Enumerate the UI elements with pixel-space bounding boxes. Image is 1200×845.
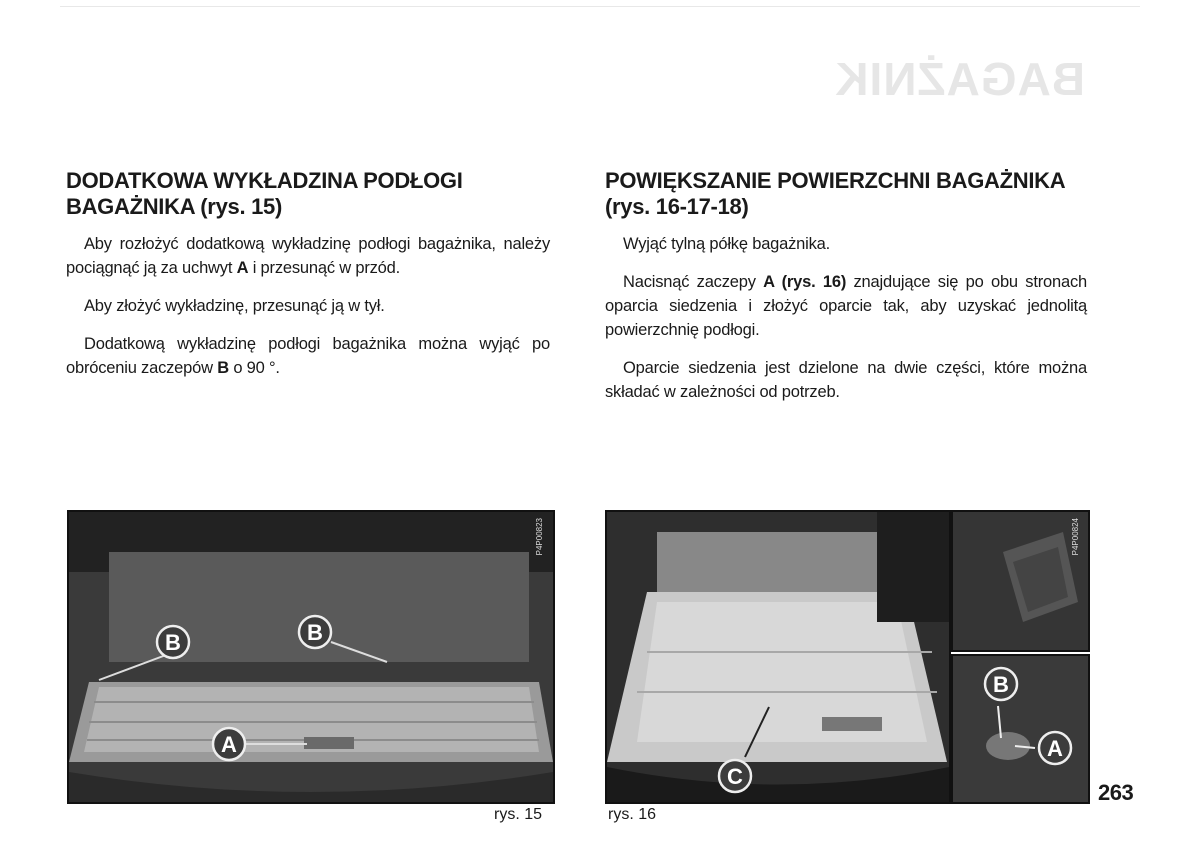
left-paragraph-3: Dodatkową wykładzinę podłogi bagażnika można wyjąć po obróceniu zaczepów B o 90 °. — [66, 335, 550, 377]
svg-text:B: B — [307, 620, 323, 645]
page-number: 263 — [1098, 780, 1134, 805]
svg-text:C: C — [727, 764, 743, 789]
left-heading: DODATKOWA WYKŁADZINA PODŁOGI BAGAŻNIKA (rys. 15) — [66, 168, 463, 219]
figure-15-caption: rys. 15 — [494, 806, 543, 823]
right-heading: POWIĘKSZANIE POWIERZCHNI BAGAŻNIKA (rys. 16-17-18) — [605, 168, 1065, 219]
figure-16-inset-top — [951, 510, 1090, 652]
section-title-ghost: BAGAŻNIK — [834, 53, 1085, 105]
right-paragraph-3: Oparcie siedzenia jest dzielone na dwie części, które można składać w zależności od potrzeb. — [605, 359, 1087, 401]
figure-16-photo — [605, 510, 951, 804]
figure-16-label-a — [1037, 730, 1073, 766]
figure-15-label-a — [211, 726, 247, 762]
figure-16-label-b — [983, 666, 1019, 702]
right-column — [605, 168, 1087, 418]
svg-text:B: B — [165, 630, 181, 655]
figure-16-label-c — [717, 758, 753, 794]
figure-16-code: P4P00824 — [1071, 518, 1080, 556]
svg-text:A: A — [1047, 736, 1063, 761]
left-paragraph-1: Aby rozłożyć dodatkową wykładzinę podłogi bagażnika, należy pociągnąć ją za uchwyt A i przesunąć w przód. — [66, 235, 550, 277]
figure-16-inset-bottom — [951, 654, 1090, 804]
left-paragraph-2: Aby złożyć wykładzinę, przesunąć ją w tył. — [84, 297, 385, 315]
figure-15-label-b2 — [297, 614, 333, 650]
figure-15-photo — [67, 510, 555, 804]
figure-16-caption: rys. 16 — [608, 806, 657, 823]
svg-text:A: A — [221, 732, 237, 757]
right-paragraph-2: Nacisnąć zaczepy A (rys. 16) znajdujące się po obu stronach oparcia siedzenia i złożyć oparcie tak, aby uzyskać jednolitą powierzchnię podłogi. — [605, 273, 1087, 339]
right-paragraph-1: Wyjąć tylną półkę bagażnika. — [623, 235, 831, 253]
svg-text:B: B — [993, 672, 1009, 697]
top-rule — [60, 6, 1140, 7]
left-column — [66, 168, 550, 394]
figure-15-label-b1 — [155, 624, 191, 660]
figure-15-code: P4P00823 — [535, 518, 544, 556]
